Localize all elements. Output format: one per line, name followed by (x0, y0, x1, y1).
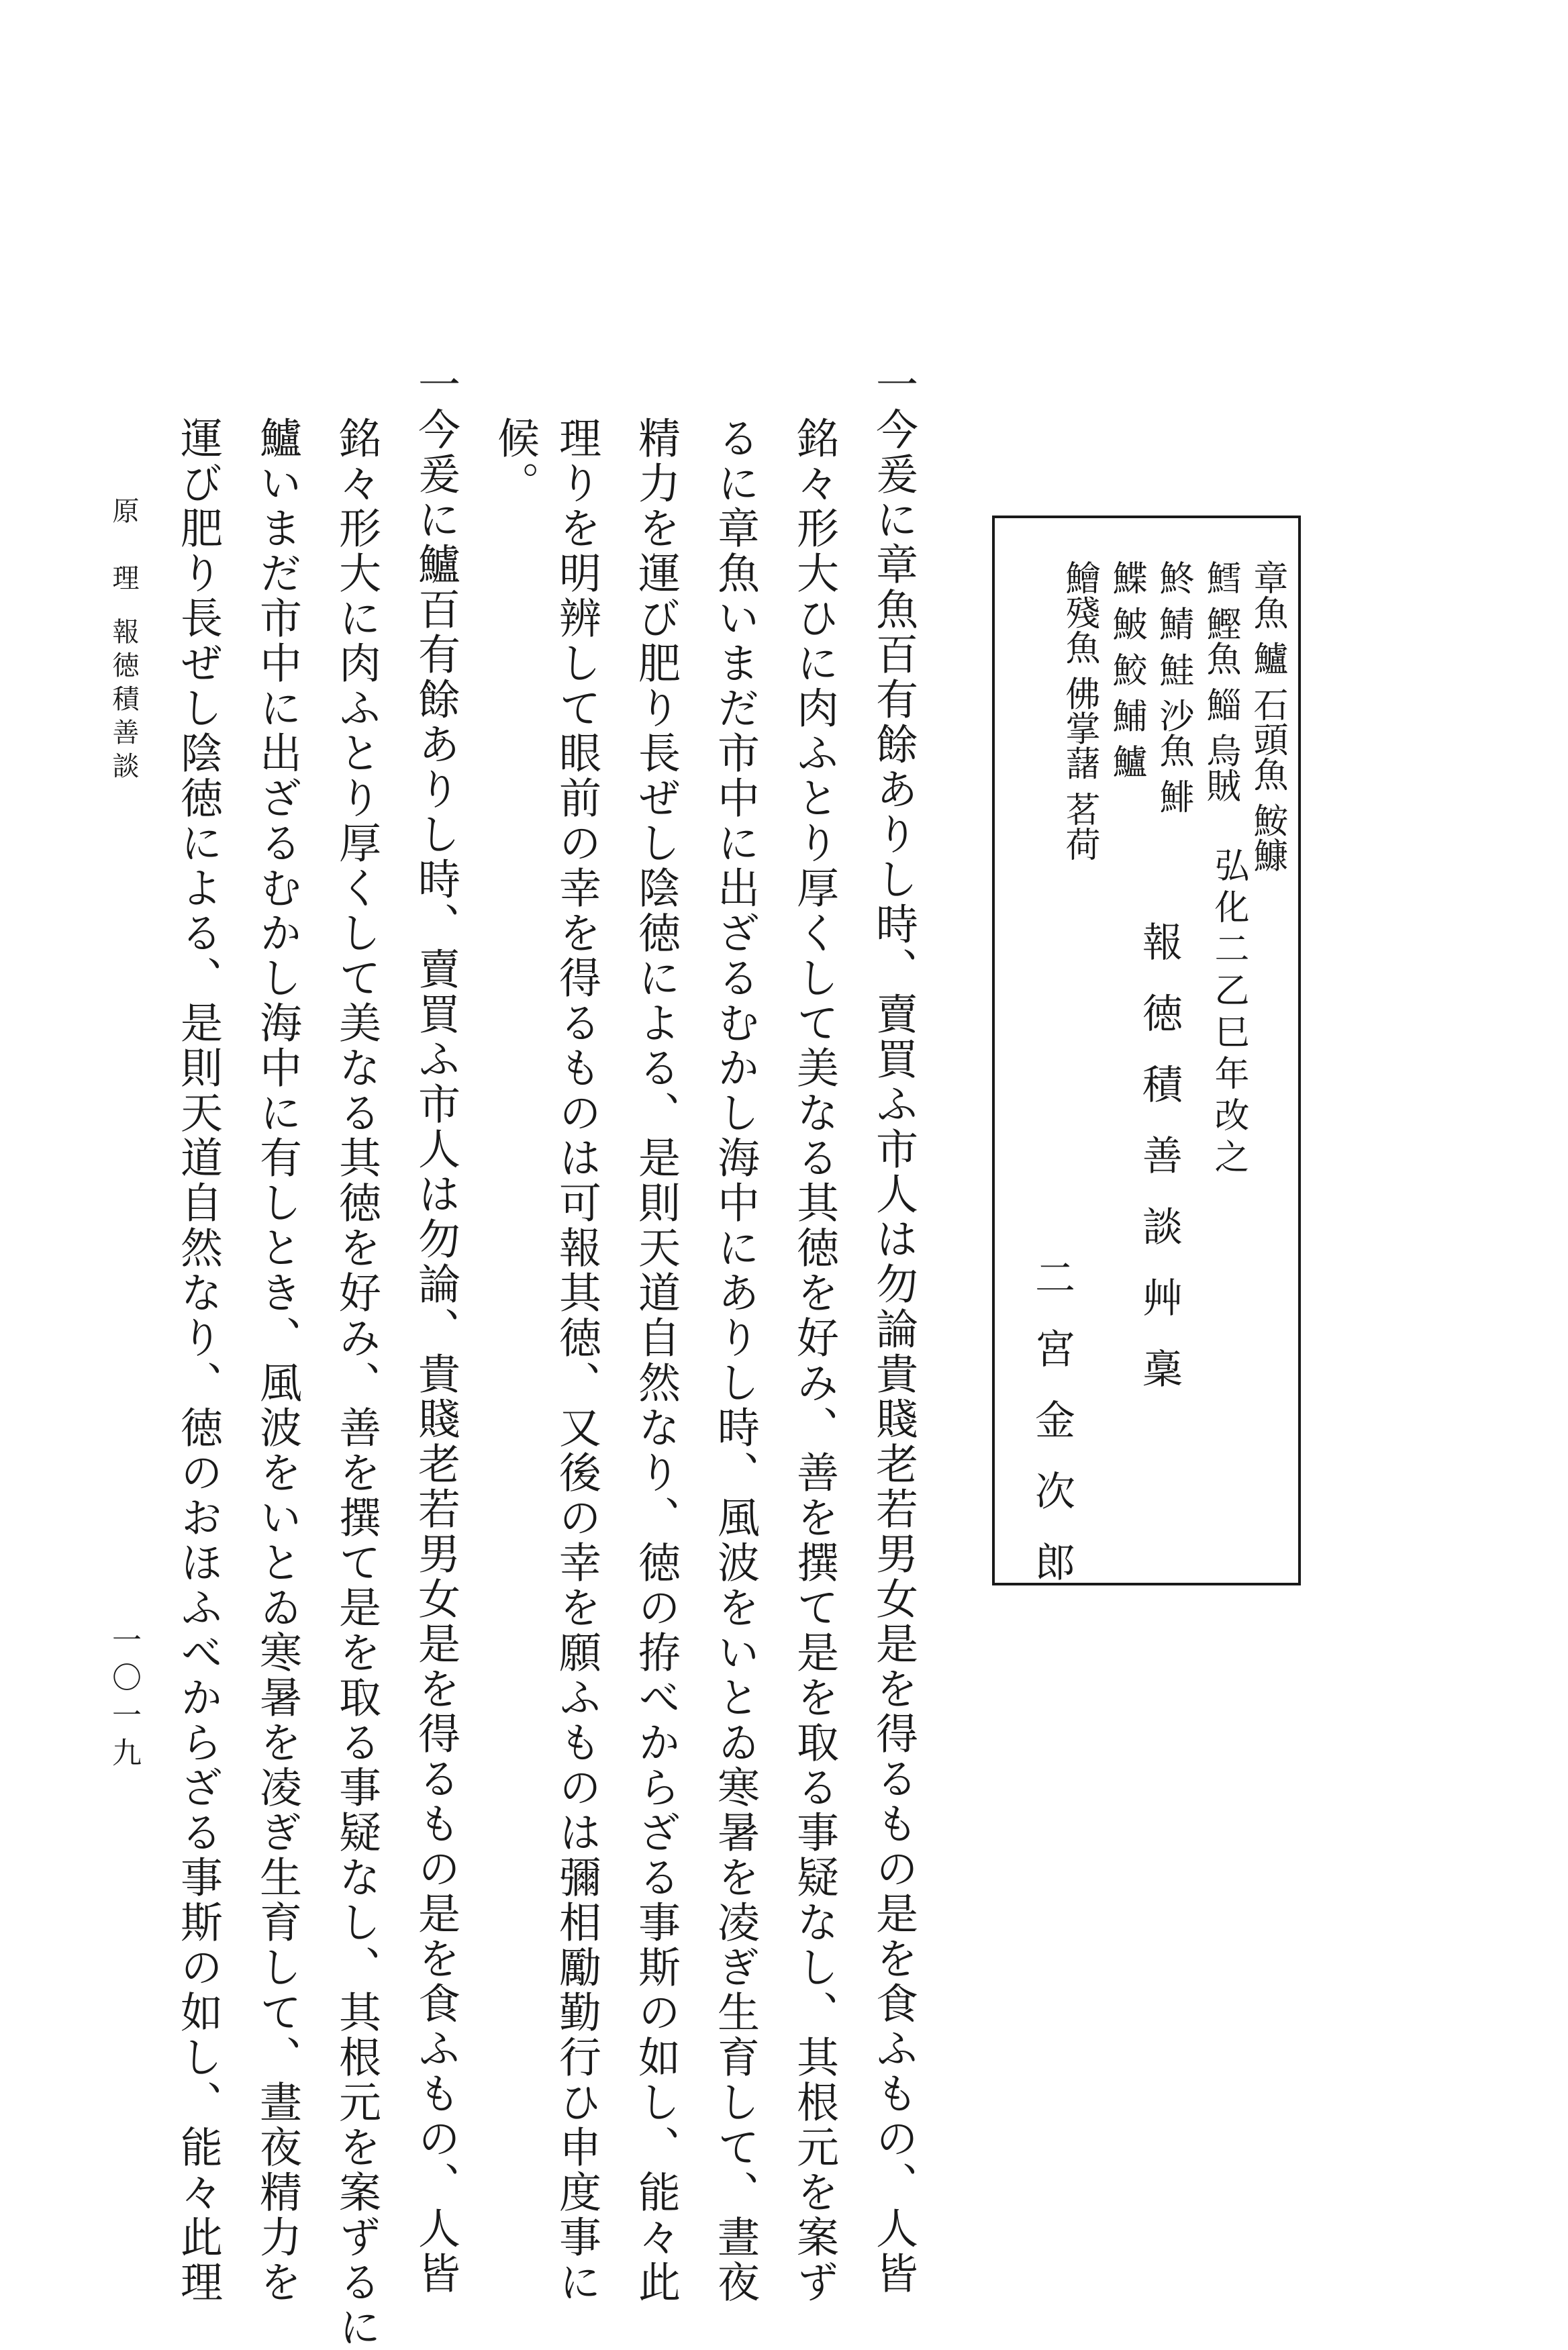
fish-list-column: 鮗 鯖 鮭 沙魚 鯡 (1153, 560, 1193, 814)
title-box (992, 516, 1301, 1612)
body-column-9: 鱸いまだ市中に出ざるむかし海中に有しとき、風波をいとゐ寒暑を凌ぎ生育して、晝夜精力を (253, 416, 302, 2305)
fish-list-column: 鱠殘魚 佛掌藷 茗荷 (1059, 560, 1099, 862)
page-number: 一〇一九 (107, 1624, 141, 1775)
body-column-3: るに章魚いまだ市中に出ざるむかし海中にありし時、風波をいとゐ寒暑を凌ぎ生育して、晝夜 (711, 416, 760, 2305)
body-column-8: 銘々形大に肉ふとり厚くして美なる其徳を好み、善を撰て是を取る事疑なし、其根元を案ずるに (332, 416, 381, 2350)
body-column-10: 運び肥り長ぜし陰徳による、是則天道自然なり、徳のおほふべからざる事斯の如し、能々此理 (174, 416, 223, 2305)
body-column-7: 一今爰に鱸百有餘ありし時、賣買ふ市人は勿論、貴賤老若男女是を得るもの是を食ふもの、人皆 (411, 362, 460, 2296)
footer-book-title: 報徳積善談 (108, 618, 139, 785)
footer-section: 原理 (108, 497, 139, 631)
body-column-6: 候。 (491, 416, 540, 506)
book-title: 報徳積善談艸稾 (1136, 921, 1183, 1419)
body-column-2: 銘々形大ひに肉ふとり厚くして美なる其徳を好み、善を撰て是を取る事疑なし、其根元を案ず (790, 416, 839, 2305)
fish-list-column: 鱈 鰹魚 鯔 烏賊 (1200, 560, 1240, 803)
author-name: 二宮金次郎 (1028, 1257, 1075, 1612)
fish-list-column: 章魚 鱸 石頭魚 鮟鱇 (1247, 560, 1287, 873)
body-column-4: 精力を運び肥り長ぜし陰徳による、是則天道自然なり、徳の拵べからざる事斯の如し、能々此 (632, 416, 681, 2305)
body-column-1: 一今爰に章魚百有餘ありし時、賣買ふ市人は勿論貴賤老若男女是を得るもの是を食ふもの、人皆 (869, 362, 918, 2296)
date-line: 弘化二乙巳年改之 (1208, 847, 1248, 1180)
body-column-5: 理りを明辨して眼前の幸を得るものは可報其徳、又後の幸を願ふものは彌相勵勤行ひ申度事に (552, 416, 601, 2305)
fish-list-column: 鰈 鮍 鮫 鯆 鱸 (1106, 560, 1146, 779)
